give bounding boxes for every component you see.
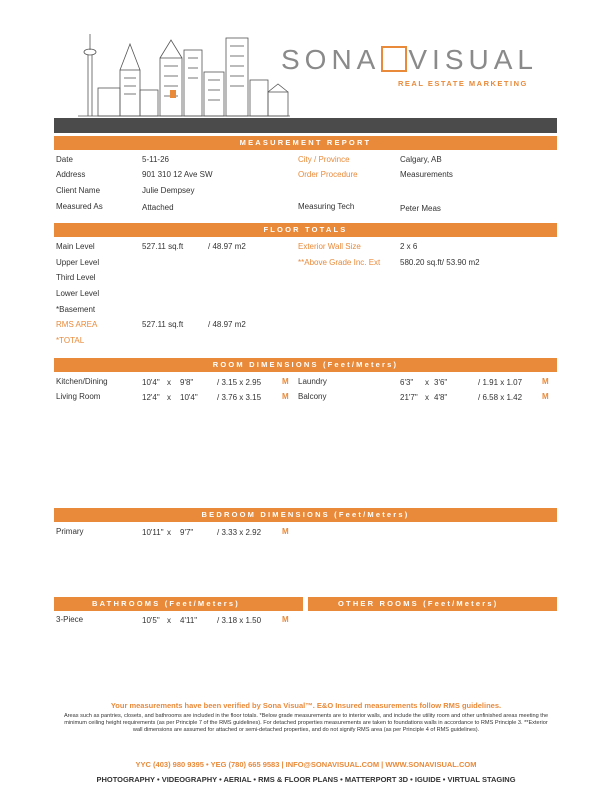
exterior-wall-label: Exterior Wall Size [298,242,361,251]
room-x: x [425,378,429,387]
contact-line: YYC (403) 980 9395 • YEG (780) 665 9583 | INFO@SONAVISUAL.COM | WWW.SONAVISUAL.COM [135,760,477,769]
above-grade-label: **Above Grade Inc. Ext [298,258,381,267]
room-ft-b: 3'6" [434,378,448,387]
bedroom-dimensions-heading: BEDROOM DIMENSIONS (Feet/Meters) [54,508,557,522]
rms-area-m2: / 48.97 m2 [208,320,246,329]
basement-label: *Basement [56,305,96,314]
brand-tagline: REAL ESTATE MARKETING [398,79,528,88]
date-value: 5-11-26 [142,155,169,164]
room-x: x [425,393,429,402]
bedroom-ft-b: 9'7" [180,528,194,537]
main-level-label: Main Level [56,242,95,251]
lower-level-label: Lower Level [56,289,100,298]
measurement-notes: Areas such as pantries, closets, and bathrooms are included in the floor totals. *Below grade measurements are to interior walls, and include the utility room and other unfinished areas meeting the minimum ceiling height requirements (as per Principle 7 of the RMS guidelines). For detached properties measurements are taken to foundations walls in accordance to RMS Principle 3. **Exterior wall dimensions are assumed for attached or semi-detached properties, and do not signify RMS area (as per Principle 4 of RMS guidelines). [63,713,549,734]
bedroom-unit: M [282,527,289,536]
measured-as-label: Measured As [56,202,103,211]
upper-level-label: Upper Level [56,258,100,267]
measured-as-value: Attached [142,203,174,212]
date-label: Date [56,155,73,164]
city-skyline-illustration [78,30,290,118]
room-unit: M [542,392,549,401]
room-ft-b: 10'4" [180,393,198,402]
room-unit: M [282,377,289,386]
client-value: Julie Dempsey [142,186,195,195]
room-ft-b: 9'8" [180,378,194,387]
address-value: 901 310 12 Ave SW [142,170,213,179]
room-unit: M [542,377,549,386]
room-meters: / 1.91 x 1.07 [478,378,523,387]
tech-label: Measuring Tech [298,202,355,211]
bathroom-ft-b: 4'11" [180,616,198,625]
bathroom-meters: / 3.18 x 1.50 [217,616,262,625]
room-ft-a: 12'4" [142,393,160,402]
tech-value: Peter Meas [400,204,441,213]
room-name: Kitchen/Dining [56,377,108,386]
room-name: Laundry [298,377,327,386]
rms-area-label: RMS AREA [56,320,98,329]
rms-area-sqft: 527.11 sq.ft [142,320,184,329]
header-dark-band [54,118,557,133]
room-unit: M [282,392,289,401]
bathroom-unit: M [282,615,289,624]
city-label: City / Province [298,155,350,164]
bedroom-ft-a: 10'11" [142,528,164,537]
room-meters: / 6.58 x 1.42 [478,393,523,402]
bedroom-meters: / 3.33 x 2.92 [217,528,262,537]
room-ft-b: 4'8" [434,393,448,402]
room-ft-a: 21'7" [400,393,418,402]
bathrooms-heading: BATHROOMS (Feet/Meters) [54,597,303,611]
city-value: Calgary, AB [400,155,442,164]
order-value: Measurements [400,170,453,179]
other-rooms-heading: OTHER ROOMS (Feet/Meters) [308,597,557,611]
bedroom-x: x [167,528,171,537]
main-level-sqft: 527.11 sq.ft [142,242,184,251]
room-dimensions-heading: ROOM DIMENSIONS (Feet/Meters) [54,358,557,372]
exterior-wall-value: 2 x 6 [400,242,418,251]
third-level-label: Third Level [56,273,96,282]
bathroom-name: 3-Piece [56,615,84,624]
client-label: Client Name [56,186,101,195]
above-grade-value: 580.20 sq.ft/ 53.90 m2 [400,258,480,267]
bathroom-x: x [167,616,171,625]
room-name: Balcony [298,392,327,401]
total-label: *TOTAL [56,336,85,345]
room-x: x [167,378,171,387]
main-level-m2: / 48.97 m2 [208,242,246,251]
room-meters: / 3.76 x 3.15 [217,393,262,402]
services-line: PHOTOGRAPHY • VIDEOGRAPHY • AERIAL • RMS & FLOOR PLANS • MATTERPORT 3D • IGUIDE • VIRTUAL STAGING [96,775,516,784]
room-meters: / 3.15 x 2.95 [217,378,262,387]
measurement-report-heading: MEASUREMENT REPORT [54,136,557,150]
order-label: Order Procedure [298,170,358,179]
logo-square-icon [381,46,407,72]
brand-logo-text: SONA VISUAL [281,44,538,75]
bathroom-ft-a: 10'5" [142,616,160,625]
room-x: x [167,393,171,402]
bedroom-name: Primary [56,527,84,536]
room-name: Living Room [56,392,101,401]
address-label: Address [56,170,86,179]
verification-statement: Your measurements have been verified by Sona Visual™. E&O Insured measurements follow RMS guidelines. [110,701,502,710]
floor-totals-heading: FLOOR TOTALS [54,223,557,237]
room-ft-a: 10'4" [142,378,160,387]
room-ft-a: 6'3" [400,378,414,387]
